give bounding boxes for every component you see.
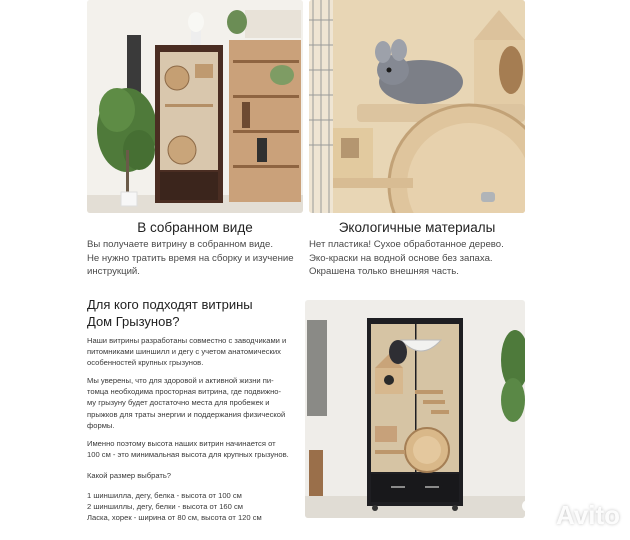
feature-line: Вы получаете витрину в собранном виде. — [87, 239, 274, 250]
feature-line: Не нужно тратить время на сборку и изучение — [87, 252, 294, 264]
para-line: томца необходима просторная витрина, где подвижно- — [87, 387, 282, 397]
para-line: особенностей крупных грызунов. — [87, 358, 204, 368]
para-line: Именно поэтому высота наших витрин начинается от — [87, 439, 276, 448]
avito-wordmark: Avito — [555, 500, 620, 530]
para-line: прыжков для траты энергии и поддержания физической — [87, 409, 286, 419]
feature-text-assembled — [87, 238, 317, 279]
feature-title-assembled: В собранном виде — [137, 220, 253, 235]
photo-chinchilla-interior — [309, 0, 525, 213]
section-heading — [87, 296, 253, 330]
size-item: 2 шиншиллы, дегу, белки - высота от 160 см — [87, 502, 243, 512]
para-line: Мы уверены, что для здоровой и активной жизни пи- — [87, 376, 274, 385]
paragraph-developed — [87, 335, 302, 369]
feature-title-eco: Экологичные материалы — [338, 220, 496, 235]
feature-line: инструкций. — [87, 266, 140, 278]
feature-line: Эко-краски на водной основе без запаха. — [309, 252, 493, 264]
avito-watermark — [519, 497, 620, 534]
feature-line: Окрашена только внешняя часть. — [309, 266, 459, 278]
avito-logo-icon — [519, 497, 553, 534]
size-item: Ласка, хорек - ширина от 80 см, высота от 120 см — [87, 513, 262, 523]
photo-black-showcase — [305, 300, 525, 518]
para-line: му грызуну будет достаточно места для пробежек и — [87, 398, 270, 408]
heading-line: Дом Грызунов? — [87, 314, 180, 329]
paragraph-which-size: Какой размер выбрать? — [87, 471, 172, 480]
photo-assembled-showcase — [87, 0, 303, 213]
para-line: питомниками шиншилл и дегу с учетом анатомических — [87, 347, 281, 357]
para-line: 100 см - это минимальная высота для крупных грызунов. — [87, 450, 289, 460]
size-item: 1 шиншилла, дегу, белка - высота от 100 см — [87, 491, 242, 500]
paragraph-spacious — [87, 375, 302, 431]
feature-line: Нет пластика! Сухое обработанное дерево. — [309, 239, 504, 250]
paragraph-height — [87, 438, 302, 460]
heading-line: Для кого подходят витрины — [87, 297, 253, 312]
feature-text-eco — [309, 238, 539, 279]
size-list — [87, 490, 302, 524]
para-line: Наши витрины разработаны совместно с заводчиками и — [87, 336, 287, 345]
para-line: формы. — [87, 420, 115, 430]
